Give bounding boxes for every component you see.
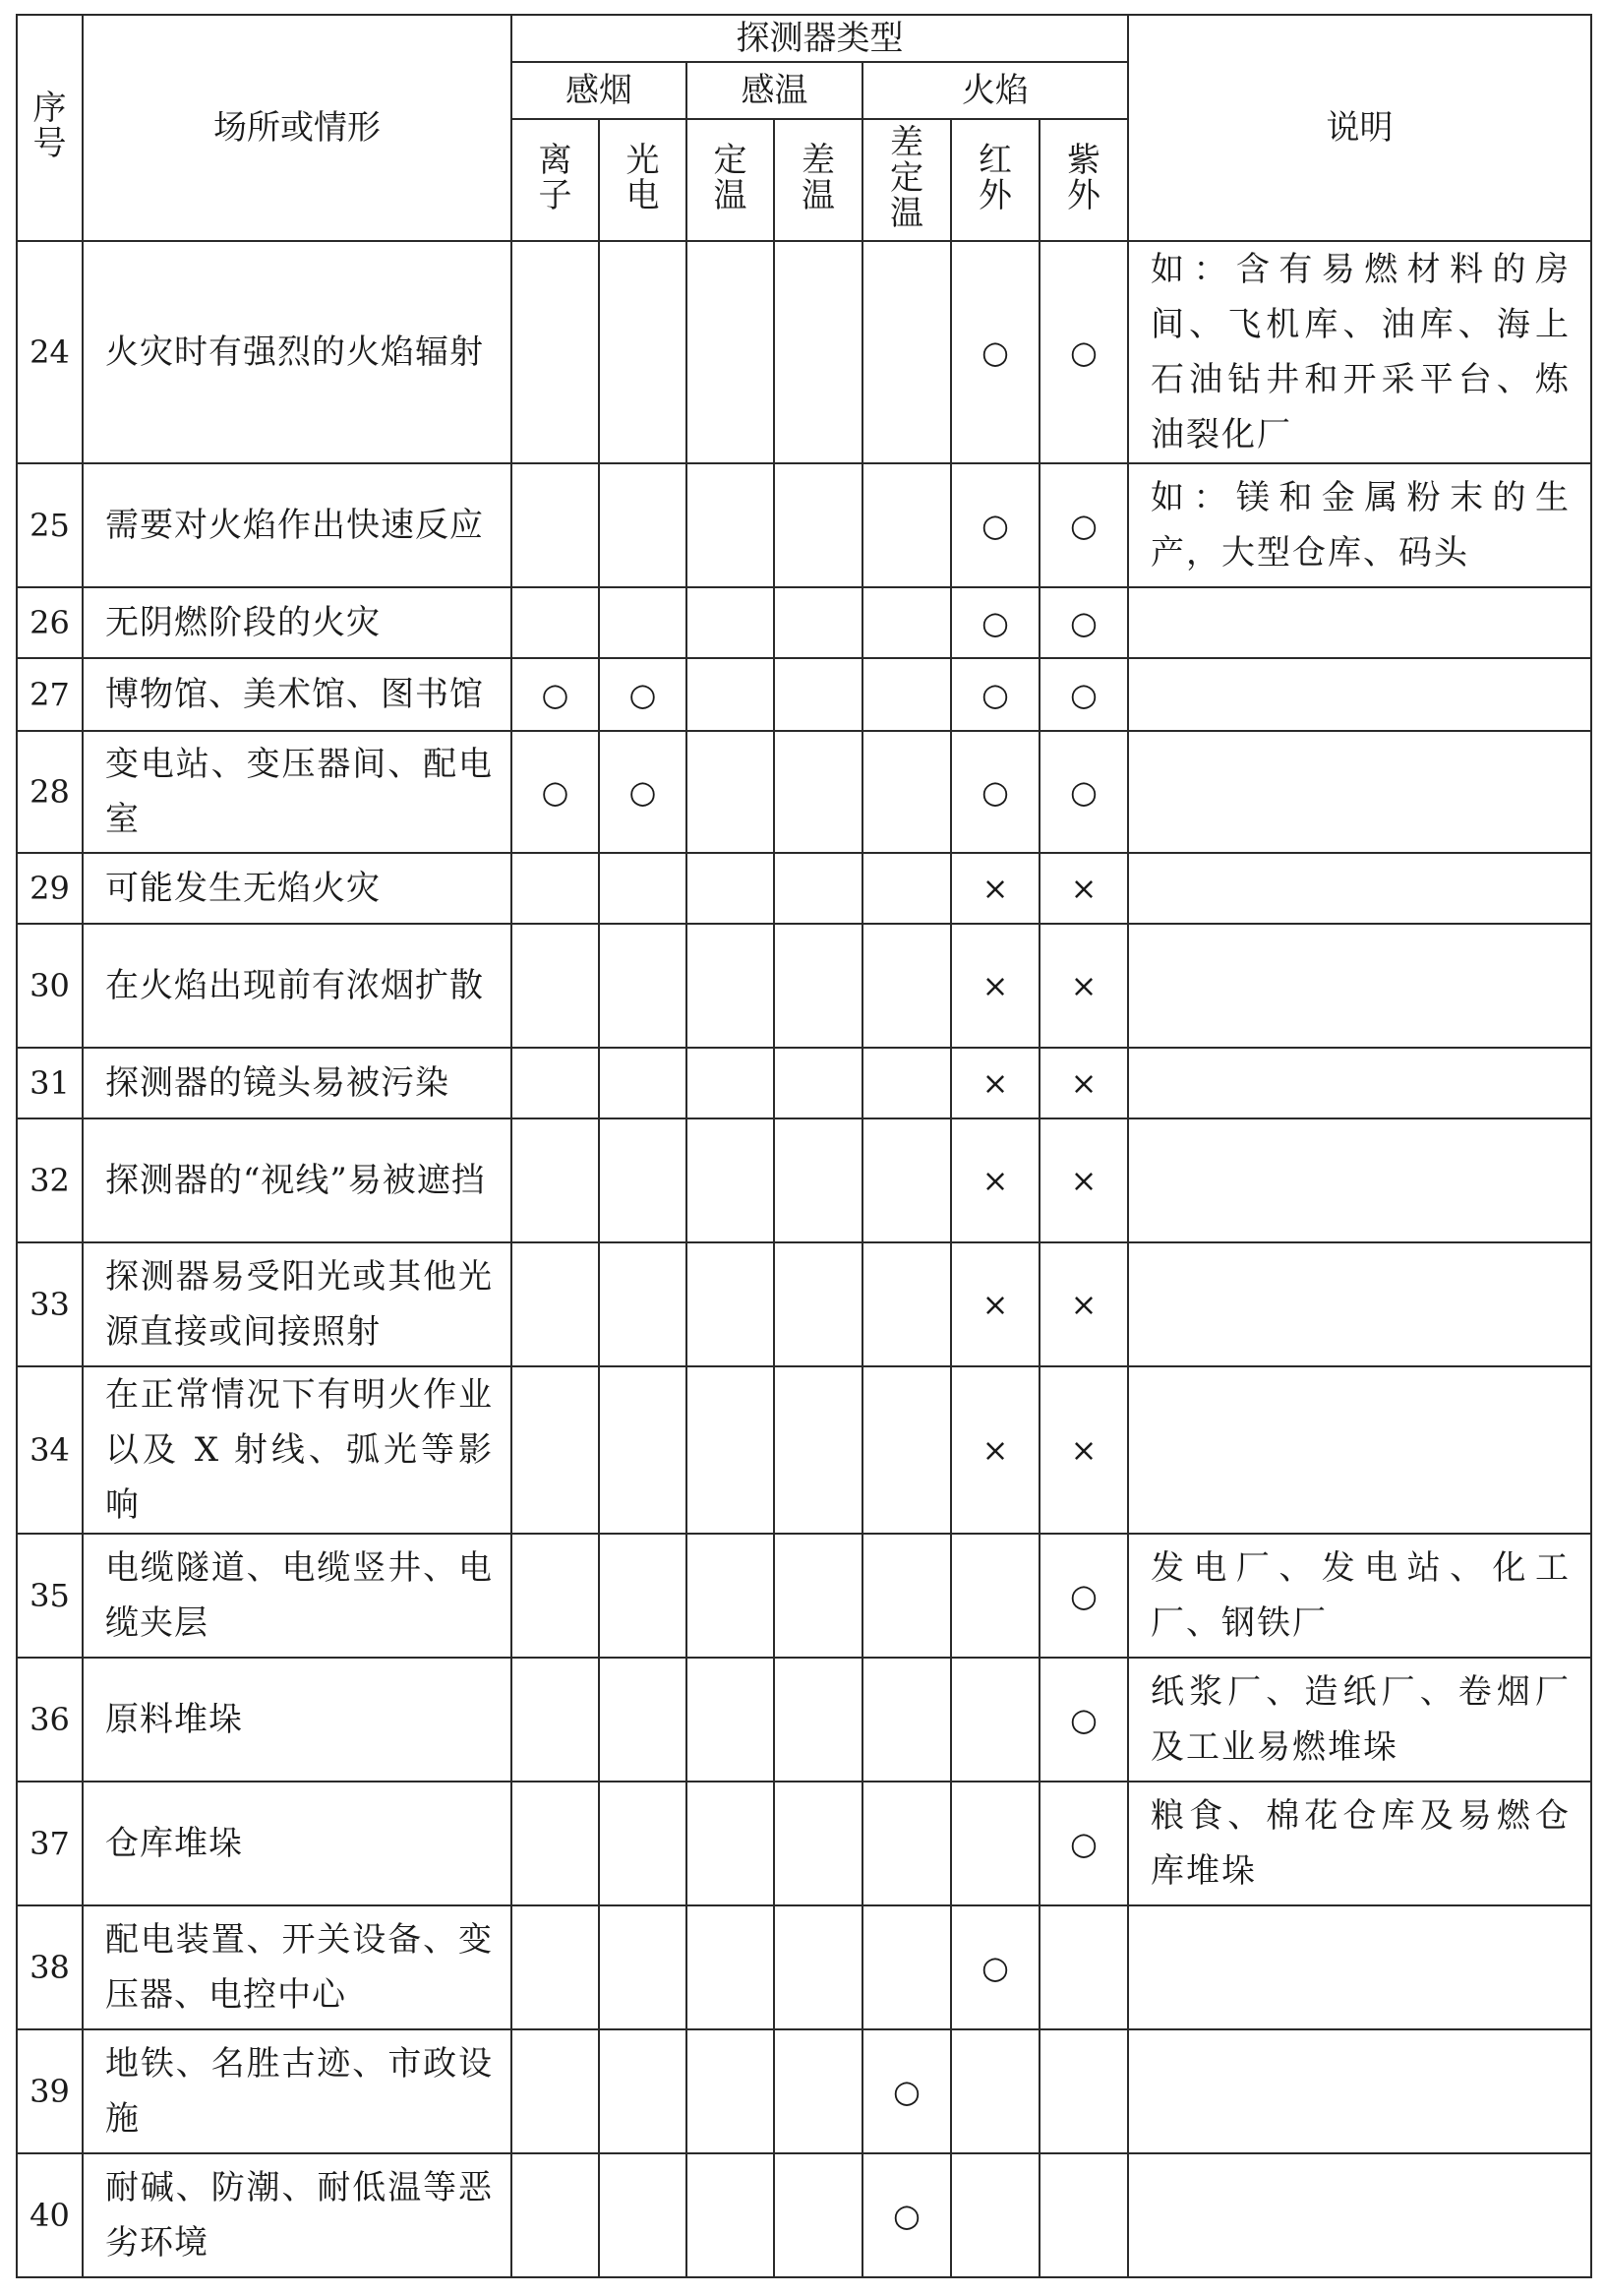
row-note (1128, 1118, 1591, 1242)
mark-ultraviolet: × (1040, 1366, 1128, 1534)
mark-rate-temp (774, 1366, 862, 1534)
row-note (1128, 924, 1591, 1048)
mark-infrared (951, 1534, 1040, 1658)
mark-infrared: ○ (951, 463, 1040, 587)
row-place: 配电装置、开关设备、变压器、电控中心 (83, 1905, 511, 2029)
row-number: 25 (17, 463, 83, 587)
row-note (1128, 1048, 1591, 1118)
mark-infrared: × (951, 1366, 1040, 1534)
mark-ultraviolet: × (1040, 1242, 1128, 1366)
mark-rate-temp (774, 587, 862, 658)
header-fixed-temp: 定温 (686, 119, 774, 241)
mark-ion (511, 1366, 599, 1534)
mark-rate-temp (774, 853, 862, 924)
mark-photo (599, 853, 686, 924)
mark-fixed-temp (686, 1118, 774, 1242)
mark-ultraviolet: ○ (1040, 1658, 1128, 1782)
table-row (17, 1118, 1591, 1242)
row-note: 发电厂、发电站、化工厂、钢铁厂 (1128, 1534, 1591, 1658)
mark-rate-temp (774, 2029, 862, 2153)
mark-rate-fixed-temp (862, 463, 951, 587)
row-number: 29 (17, 853, 83, 924)
mark-photo: ○ (599, 731, 686, 853)
mark-infrared (951, 2029, 1040, 2153)
mark-photo (599, 1242, 686, 1366)
mark-rate-temp (774, 1782, 862, 1905)
row-place: 地铁、名胜古迹、市政设施 (83, 2029, 511, 2153)
table-row (17, 658, 1591, 731)
mark-fixed-temp (686, 1534, 774, 1658)
header-infrared: 红外 (951, 119, 1040, 241)
mark-ultraviolet: ○ (1040, 1782, 1128, 1905)
mark-rate-temp (774, 1118, 862, 1242)
mark-rate-temp (774, 2153, 862, 2277)
mark-rate-fixed-temp (862, 1534, 951, 1658)
mark-rate-fixed-temp (862, 924, 951, 1048)
header-place: 场所或情形 (83, 15, 511, 241)
mark-fixed-temp (686, 587, 774, 658)
mark-photo (599, 587, 686, 658)
mark-rate-temp (774, 1048, 862, 1118)
mark-infrared: ○ (951, 1905, 1040, 2029)
header-flame: 火焰 (862, 62, 1128, 119)
mark-photo (599, 2153, 686, 2277)
mark-rate-fixed-temp (862, 1048, 951, 1118)
mark-ultraviolet: ○ (1040, 1534, 1128, 1658)
table-row (17, 1534, 1591, 1658)
mark-infrared: × (951, 1048, 1040, 1118)
row-place: 博物馆、美术馆、图书馆 (83, 658, 511, 731)
mark-ion (511, 241, 599, 463)
mark-fixed-temp (686, 1366, 774, 1534)
mark-ultraviolet: × (1040, 924, 1128, 1048)
mark-ultraviolet: × (1040, 1118, 1128, 1242)
mark-ultraviolet: × (1040, 1048, 1128, 1118)
row-note: 如：镁和金属粉末的生产，大型仓库、码头 (1128, 463, 1591, 587)
row-number: 32 (17, 1118, 83, 1242)
mark-ion (511, 463, 599, 587)
row-number: 31 (17, 1048, 83, 1118)
row-note: 粮食、棉花仓库及易燃仓库堆垛 (1128, 1782, 1591, 1905)
row-place: 探测器的镜头易被污染 (83, 1048, 511, 1118)
mark-infrared: ○ (951, 587, 1040, 658)
mark-ultraviolet: ○ (1040, 587, 1128, 658)
mark-ultraviolet (1040, 1905, 1128, 2029)
table-row (17, 1658, 1591, 1782)
mark-rate-fixed-temp (862, 1905, 951, 2029)
mark-fixed-temp (686, 463, 774, 587)
row-place: 需要对火焰作出快速反应 (83, 463, 511, 587)
row-number: 33 (17, 1242, 83, 1366)
mark-ion (511, 924, 599, 1048)
row-number: 35 (17, 1534, 83, 1658)
row-place: 在正常情况下有明火作业以及 X 射线、弧光等影响 (83, 1366, 511, 1534)
row-note: 如：含有易燃材料的房间、飞机库、油库、海上石油钻井和开采平台、炼油裂化厂 (1128, 241, 1591, 463)
mark-ion: ○ (511, 731, 599, 853)
mark-infrared: × (951, 1118, 1040, 1242)
mark-rate-fixed-temp (862, 1782, 951, 1905)
table-row (17, 2153, 1591, 2277)
mark-rate-temp (774, 658, 862, 731)
mark-ultraviolet: ○ (1040, 241, 1128, 463)
mark-rate-temp (774, 1905, 862, 2029)
row-place: 火灾时有强烈的火焰辐射 (83, 241, 511, 463)
mark-ion (511, 1905, 599, 2029)
mark-rate-temp (774, 1534, 862, 1658)
table-row (17, 731, 1591, 853)
row-number: 34 (17, 1366, 83, 1534)
mark-rate-fixed-temp (862, 1658, 951, 1782)
row-place: 变电站、变压器间、配电室 (83, 731, 511, 853)
mark-infrared: ○ (951, 658, 1040, 731)
row-number: 37 (17, 1782, 83, 1905)
table-row (17, 1366, 1591, 1534)
header-rate-temp: 差温 (774, 119, 862, 241)
mark-ion: ○ (511, 658, 599, 731)
mark-rate-fixed-temp (862, 853, 951, 924)
row-note (1128, 2153, 1591, 2277)
row-note (1128, 1366, 1591, 1534)
row-number: 36 (17, 1658, 83, 1782)
row-number: 27 (17, 658, 83, 731)
mark-rate-fixed-temp (862, 1366, 951, 1534)
mark-photo (599, 1658, 686, 1782)
table-row (17, 241, 1591, 463)
row-place: 可能发生无焰火灾 (83, 853, 511, 924)
mark-photo (599, 1048, 686, 1118)
header-ion: 离子 (511, 119, 599, 241)
mark-photo (599, 1905, 686, 2029)
table-row (17, 853, 1591, 924)
mark-fixed-temp (686, 1782, 774, 1905)
header-heat: 感温 (686, 62, 862, 119)
table-row (17, 587, 1591, 658)
mark-photo (599, 1366, 686, 1534)
row-note (1128, 853, 1591, 924)
mark-fixed-temp (686, 1658, 774, 1782)
mark-rate-temp (774, 241, 862, 463)
mark-ion (511, 1048, 599, 1118)
row-note (1128, 731, 1591, 853)
row-number: 26 (17, 587, 83, 658)
mark-ultraviolet: × (1040, 853, 1128, 924)
mark-rate-fixed-temp (862, 587, 951, 658)
table-row (17, 463, 1591, 587)
mark-ion (511, 853, 599, 924)
mark-rate-fixed-temp (862, 241, 951, 463)
mark-ultraviolet: ○ (1040, 731, 1128, 853)
row-note (1128, 2029, 1591, 2153)
mark-photo (599, 1534, 686, 1658)
mark-fixed-temp (686, 731, 774, 853)
mark-ultraviolet: ○ (1040, 463, 1128, 587)
row-number: 24 (17, 241, 83, 463)
mark-rate-fixed-temp: ○ (862, 2029, 951, 2153)
mark-rate-temp (774, 924, 862, 1048)
mark-ion (511, 1782, 599, 1905)
row-note (1128, 1905, 1591, 2029)
mark-infrared: ○ (951, 241, 1040, 463)
mark-ion (511, 1658, 599, 1782)
mark-infrared (951, 1782, 1040, 1905)
mark-fixed-temp (686, 241, 774, 463)
row-number: 39 (17, 2029, 83, 2153)
row-place: 在火焰出现前有浓烟扩散 (83, 924, 511, 1048)
header-smoke: 感烟 (511, 62, 686, 119)
detector-selection-table (16, 14, 1592, 2278)
mark-fixed-temp (686, 1048, 774, 1118)
row-note: 纸浆厂、造纸厂、卷烟厂及工业易燃堆垛 (1128, 1658, 1591, 1782)
row-note (1128, 587, 1591, 658)
header-note: 说明 (1128, 15, 1591, 241)
mark-infrared (951, 2153, 1040, 2277)
row-number: 28 (17, 731, 83, 853)
row-place: 耐碱、防潮、耐低温等恶劣环境 (83, 2153, 511, 2277)
header-rate-fixed-temp: 差定温 (862, 119, 951, 241)
mark-ion (511, 1118, 599, 1242)
mark-photo (599, 463, 686, 587)
table-row (17, 2029, 1591, 2153)
table-row (17, 1905, 1591, 2029)
table-row (17, 1242, 1591, 1366)
mark-fixed-temp (686, 1242, 774, 1366)
mark-photo (599, 1782, 686, 1905)
mark-infrared: × (951, 1242, 1040, 1366)
mark-ultraviolet (1040, 2153, 1128, 2277)
header-ultraviolet: 紫外 (1040, 119, 1128, 241)
mark-rate-temp (774, 1658, 862, 1782)
row-place: 原料堆垛 (83, 1658, 511, 1782)
row-place: 仓库堆垛 (83, 1782, 511, 1905)
mark-photo (599, 1118, 686, 1242)
mark-infrared: × (951, 924, 1040, 1048)
mark-ion (511, 1534, 599, 1658)
mark-fixed-temp (686, 924, 774, 1048)
mark-fixed-temp (686, 2153, 774, 2277)
mark-ion (511, 587, 599, 658)
row-place: 探测器的“视线”易被遮挡 (83, 1118, 511, 1242)
mark-fixed-temp (686, 853, 774, 924)
row-number: 40 (17, 2153, 83, 2277)
mark-fixed-temp (686, 2029, 774, 2153)
mark-rate-fixed-temp: ○ (862, 2153, 951, 2277)
mark-rate-temp (774, 1242, 862, 1366)
table-row (17, 1782, 1591, 1905)
mark-photo (599, 2029, 686, 2153)
mark-photo (599, 241, 686, 463)
table-row (17, 924, 1591, 1048)
mark-infrared (951, 1658, 1040, 1782)
mark-ion (511, 2153, 599, 2277)
mark-ion (511, 1242, 599, 1366)
mark-infrared: × (951, 853, 1040, 924)
mark-fixed-temp (686, 1905, 774, 2029)
row-place: 电缆隧道、电缆竖井、电缆夹层 (83, 1534, 511, 1658)
mark-ion (511, 2029, 599, 2153)
mark-rate-temp (774, 731, 862, 853)
mark-ultraviolet: ○ (1040, 658, 1128, 731)
row-place: 无阴燃阶段的火灾 (83, 587, 511, 658)
mark-fixed-temp (686, 658, 774, 731)
row-place: 探测器易受阳光或其他光源直接或间接照射 (83, 1242, 511, 1366)
mark-rate-fixed-temp (862, 731, 951, 853)
mark-photo (599, 924, 686, 1048)
row-note (1128, 658, 1591, 731)
mark-rate-fixed-temp (862, 1242, 951, 1366)
table-row (17, 1048, 1591, 1118)
row-number: 38 (17, 1905, 83, 2029)
mark-rate-fixed-temp (862, 658, 951, 731)
header-detector-type: 探测器类型 (511, 15, 1128, 62)
mark-infrared: ○ (951, 731, 1040, 853)
row-number: 30 (17, 924, 83, 1048)
mark-photo: ○ (599, 658, 686, 731)
mark-rate-fixed-temp (862, 1118, 951, 1242)
mark-rate-temp (774, 463, 862, 587)
header-seq: 序号 (17, 15, 83, 241)
mark-ultraviolet (1040, 2029, 1128, 2153)
row-note (1128, 1242, 1591, 1366)
header-photo: 光电 (599, 119, 686, 241)
